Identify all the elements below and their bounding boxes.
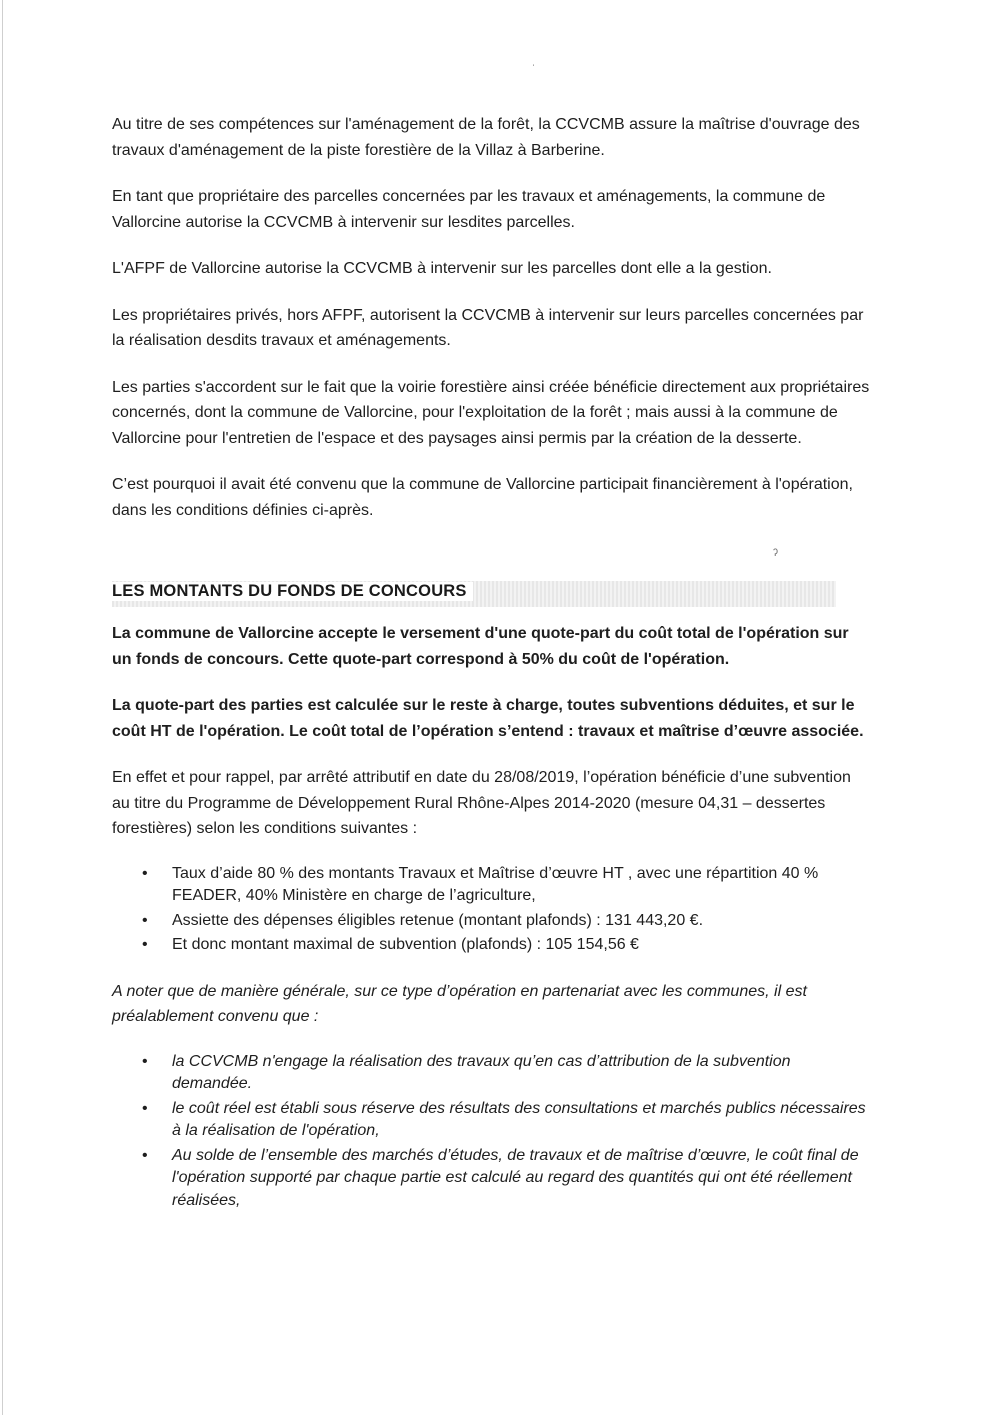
list-item-text: Au solde de l’ensemble des marchés d’études, de travaux et de maîtrise d’œuvre, le coût final de l'opération supporté par chaque partie est calculé au regard des quantités qui ont été réellement réalisées, [172, 1146, 859, 1209]
bullet-icon: • [142, 1052, 148, 1070]
list-item [112, 910, 872, 933]
list-item [112, 863, 872, 908]
bold-paragraph-1: La commune de Vallorcine accepte le versement d'une quote-part du coût total de l'opération sur un fonds de concours. Cette quote-part correspond à 50% du coût de l'opération. [112, 625, 849, 668]
intro-paragraph-4: Les propriétaires privés, hors AFPF, autorisent la CCVCMB à intervenir sur leurs parcelles concernées par la réalisation desdits travaux et aménagements. [112, 306, 864, 349]
section-heading [112, 581, 836, 607]
document-body [112, 112, 872, 1234]
bullet-icon: • [142, 911, 148, 929]
list-item [112, 1098, 872, 1143]
bold-paragraph-2: La quote-part des parties est calculée sur le reste à charge, toutes subventions déduites, et sur le coût HT de l'opération. Le coût total de l’opération s’entend : travaux et maîtrise d’œuvre associée. [112, 697, 864, 740]
scan-edge [2, 0, 3, 1415]
list-item [112, 934, 872, 957]
intro-paragraph-5: Les parties s'accordent sur le fait que la voirie forestière ainsi créée bénéficie directement aux propriétaires concernés, dont la commune de Vallorcine, pour l'exploitation de la forêt ; mais aussi à la commune de Vallorcine pour l'entretien de l'espace et des paysages ainsi permis par la création de la desserte. [112, 378, 870, 447]
list-item [112, 1145, 872, 1213]
bullet-icon: • [142, 936, 148, 953]
list-item [112, 1051, 872, 1096]
note-paragraph: A noter que de manière générale, sur ce type d’opération en partenariat avec les communes, il est préalablement convenu que : [112, 982, 807, 1025]
bullet-icon: • [142, 1146, 148, 1164]
scan-speck: ʔ [773, 548, 778, 559]
subsidy-paragraph: En effet et pour rappel, par arrêté attributif en date du 28/08/2019, l’opération bénéficie d’une subvention au titre du Programme de Développement Rural Rhône-Alpes 2014-2020 (mesure 04,31 – dessertes forestières) selon les conditions suivantes : [112, 769, 851, 837]
intro-paragraph-1: Au titre de ses compétences sur l'aménagement de la forêt, la CCVCMB assure la maîtrise d'ouvrage des travaux d'aménagement de la piste forestière de la Villaz à Barberine. [112, 116, 860, 159]
section-heading-text: LES MONTANTS DU FONDS DE CONCOURS [112, 582, 473, 601]
note-list [112, 1051, 872, 1213]
scan-speck: ˌ [532, 56, 536, 67]
intro-paragraph-3: L'AFPF de Vallorcine autorise la CCVCMB à intervenir sur les parcelles dont elle a la gestion. [112, 260, 772, 277]
list-item-text: la CCVCMB n'engage la réalisation des travaux qu’en cas d’attribution de la subvention demandée. [172, 1052, 791, 1092]
list-item-text: Et donc montant maximal de subvention (plafonds) : 105 154,56 € [172, 936, 639, 953]
list-item-text: Taux d’aide 80 % des montants Travaux et Maîtrise d’œuvre HT , avec une répartition 40 % FEADER, 40% Ministère en charge de l’agriculture, [172, 864, 819, 904]
bullet-icon: • [142, 1099, 148, 1117]
bullet-icon: • [142, 864, 148, 882]
intro-paragraph-6: C’est pourquoi il avait été convenu que la commune de Vallorcine participait financièrement à l'opération, dans les conditions définies ci-après. [112, 476, 853, 519]
list-item-text: le coût réel est établi sous réserve des résultats des consultations et marchés publics nécessaires à la réalisation de l'opération, [172, 1099, 866, 1139]
list-item-text: Assiette des dépenses éligibles retenue (montant plafonds) : 131 443,20 €. [172, 911, 704, 929]
subsidy-list [112, 863, 872, 957]
intro-paragraph-2: En tant que propriétaire des parcelles concernées par les travaux et aménagements, la commune de Vallorcine autorise la CCVCMB à intervenir sur lesdites parcelles. [112, 188, 826, 231]
